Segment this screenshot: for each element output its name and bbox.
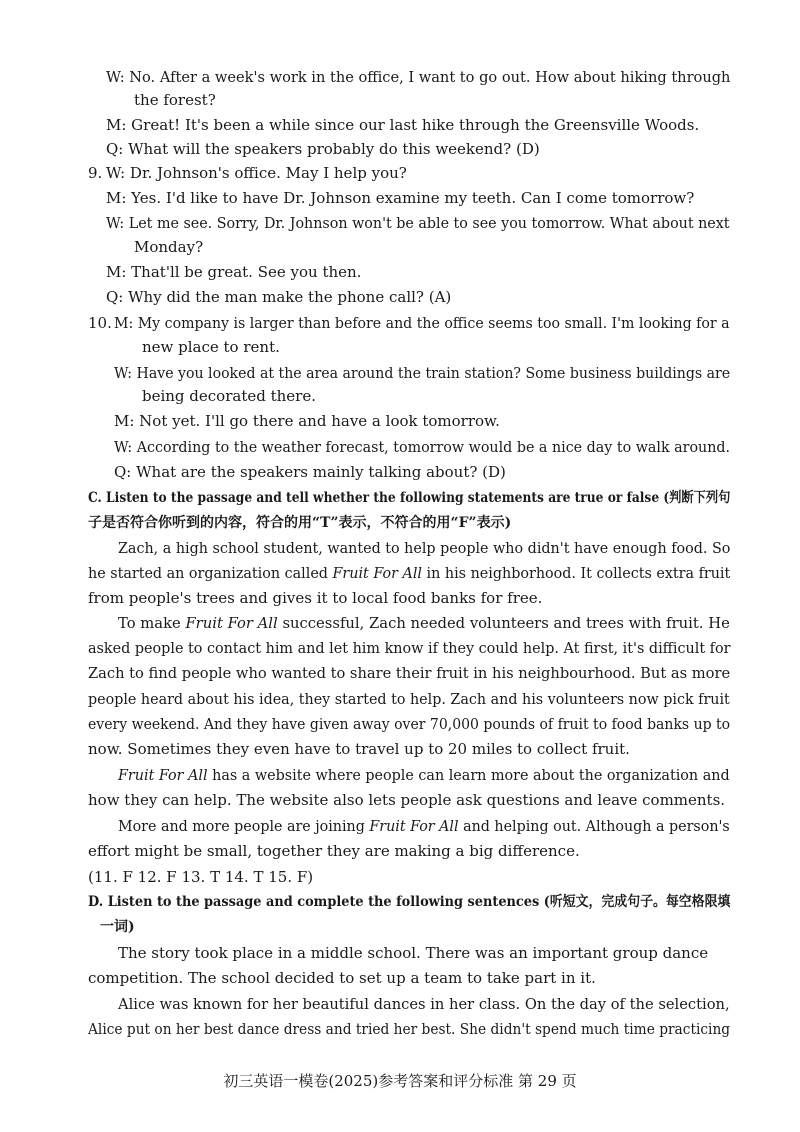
dialogue-10-man-line: M: My company is larger than before and the office seems too small. I'm looking for a (114, 314, 730, 332)
dialogue-10-woman-line-cont: being decorated there. (142, 387, 316, 405)
organization-name: Fruit For All (332, 564, 422, 582)
dialogue-8-man-line: M: Great! It's been a while since our last hike through the Greensville Woods. (106, 116, 700, 134)
page-footer: 初三英语一模卷(2025)参考答案和评分标准 第 29 页 (223, 1072, 577, 1090)
section-c-paragraph-3-line-1: Fruit For All has a website where people can learn more about the organization and (118, 766, 730, 784)
dialogue-10-man-line-2: M: Not yet. I'll go there and have a look tomorrow. (114, 412, 500, 430)
section-d-paragraph-1-line-1: The story took place in a middle school. There was an important group dance (118, 944, 709, 962)
dialogue-9-man-line-2: M: That'll be great. See you then. (106, 263, 362, 281)
dialogue-8-woman-line: W: No. After a week's work in the office, I want to go out. How about hiking through (106, 68, 731, 86)
dialogue-10-man-line-cont: new place to rent. (142, 338, 280, 356)
section-c-paragraph-1-line-2: he started an organization called Fruit For All in his neighborhood. It collects extra fruit (88, 564, 731, 582)
section-d-heading-cont: 一词) (100, 919, 135, 935)
dialogue-10-question: Q: What are the speakers mainly talking about? (D) (114, 463, 506, 481)
dialogue-9-number: 9. (88, 164, 103, 182)
section-c-paragraph-1-line-1: Zach, a high school student, wanted to help people who didn't have enough food. So (118, 539, 731, 557)
dialogue-9-question: Q: Why did the man make the phone call? (A) (106, 288, 452, 306)
section-d-paragraph-2-line-1: Alice was known for her beautiful dances in her class. On the day of the selection, (118, 995, 730, 1013)
section-c-paragraph-2-line-6: now. Sometimes they even have to travel up to 20 miles to collect fruit. (88, 740, 630, 758)
section-c-paragraph-2-line-2: asked people to contact him and let him know if they could help. At first, it's difficult for (88, 639, 731, 657)
organization-name: Fruit For All (185, 614, 278, 632)
section-c-paragraph-3-line-2: how they can help. The website also lets people ask questions and leave comments. (88, 791, 726, 809)
organization-name: Fruit For All (118, 766, 208, 784)
section-c-paragraph-2-line-5: every weekend. And they have given away over 70,000 pounds of fruit to food banks up to (88, 715, 731, 733)
section-c-heading-cont: 子是否符合你听到的内容，符合的用“T”表示，不符合的用“F”表示) (88, 515, 512, 531)
section-c-heading: C. Listen to the passage and tell whether the following statements are true or false (判断下列句 (88, 490, 731, 506)
dialogue-9-man-line: M: Yes. I'd like to have Dr. Johnson examine my teeth. Can I come tomorrow? (106, 189, 695, 207)
section-d-heading: D. Listen to the passage and complete the following sentences (听短文，完成句子。每空格限填 (88, 894, 731, 910)
dialogue-9-woman-line-2: W: Let me see. Sorry, Dr. Johnson won't be able to see you tomorrow. What about next (106, 214, 730, 232)
section-c-paragraph-4-line-1: More and more people are joining Fruit For All and helping out. Although a person's (118, 817, 730, 835)
section-c-paragraph-2-line-3: Zach to find people who wanted to share their fruit in his neighbourhood. But as more (88, 664, 731, 682)
section-c-paragraph-4-line-2: effort might be small, together they are making a big difference. (88, 842, 580, 860)
dialogue-9-woman-line: W: Dr. Johnson's office. May I help you? (106, 164, 407, 182)
section-c-answers: (11. F 12. F 13. T 14. T 15. F) (88, 868, 314, 886)
dialogue-8-question: Q: What will the speakers probably do this weekend? (D) (106, 140, 540, 158)
organization-name: Fruit For All (369, 817, 459, 835)
section-d-paragraph-1-line-2: competition. The school decided to set up a team to take part in it. (88, 969, 596, 987)
dialogue-8-woman-line-cont: the forest? (134, 91, 216, 109)
section-c-paragraph-2-line-4: people heard about his idea, they started to help. Zach and his volunteers now pick fruit (88, 690, 730, 708)
dialogue-10-woman-line: W: Have you looked at the area around the train station? Some business buildings are (114, 364, 731, 382)
section-d-paragraph-2-line-2: Alice put on her best dance dress and tried her best. She didn't spend much time practicing (88, 1020, 731, 1038)
dialogue-10-woman-line-2: W: According to the weather forecast, tomorrow would be a nice day to walk around. (114, 438, 731, 456)
section-c-paragraph-1-line-3: from people's trees and gives it to local food banks for free. (88, 589, 543, 607)
section-c-paragraph-2-line-1: To make Fruit For All successful, Zach needed volunteers and trees with fruit. He (118, 614, 730, 632)
dialogue-9-woman-line-2-cont: Monday? (134, 238, 204, 256)
dialogue-10-number: 10. (88, 314, 112, 332)
